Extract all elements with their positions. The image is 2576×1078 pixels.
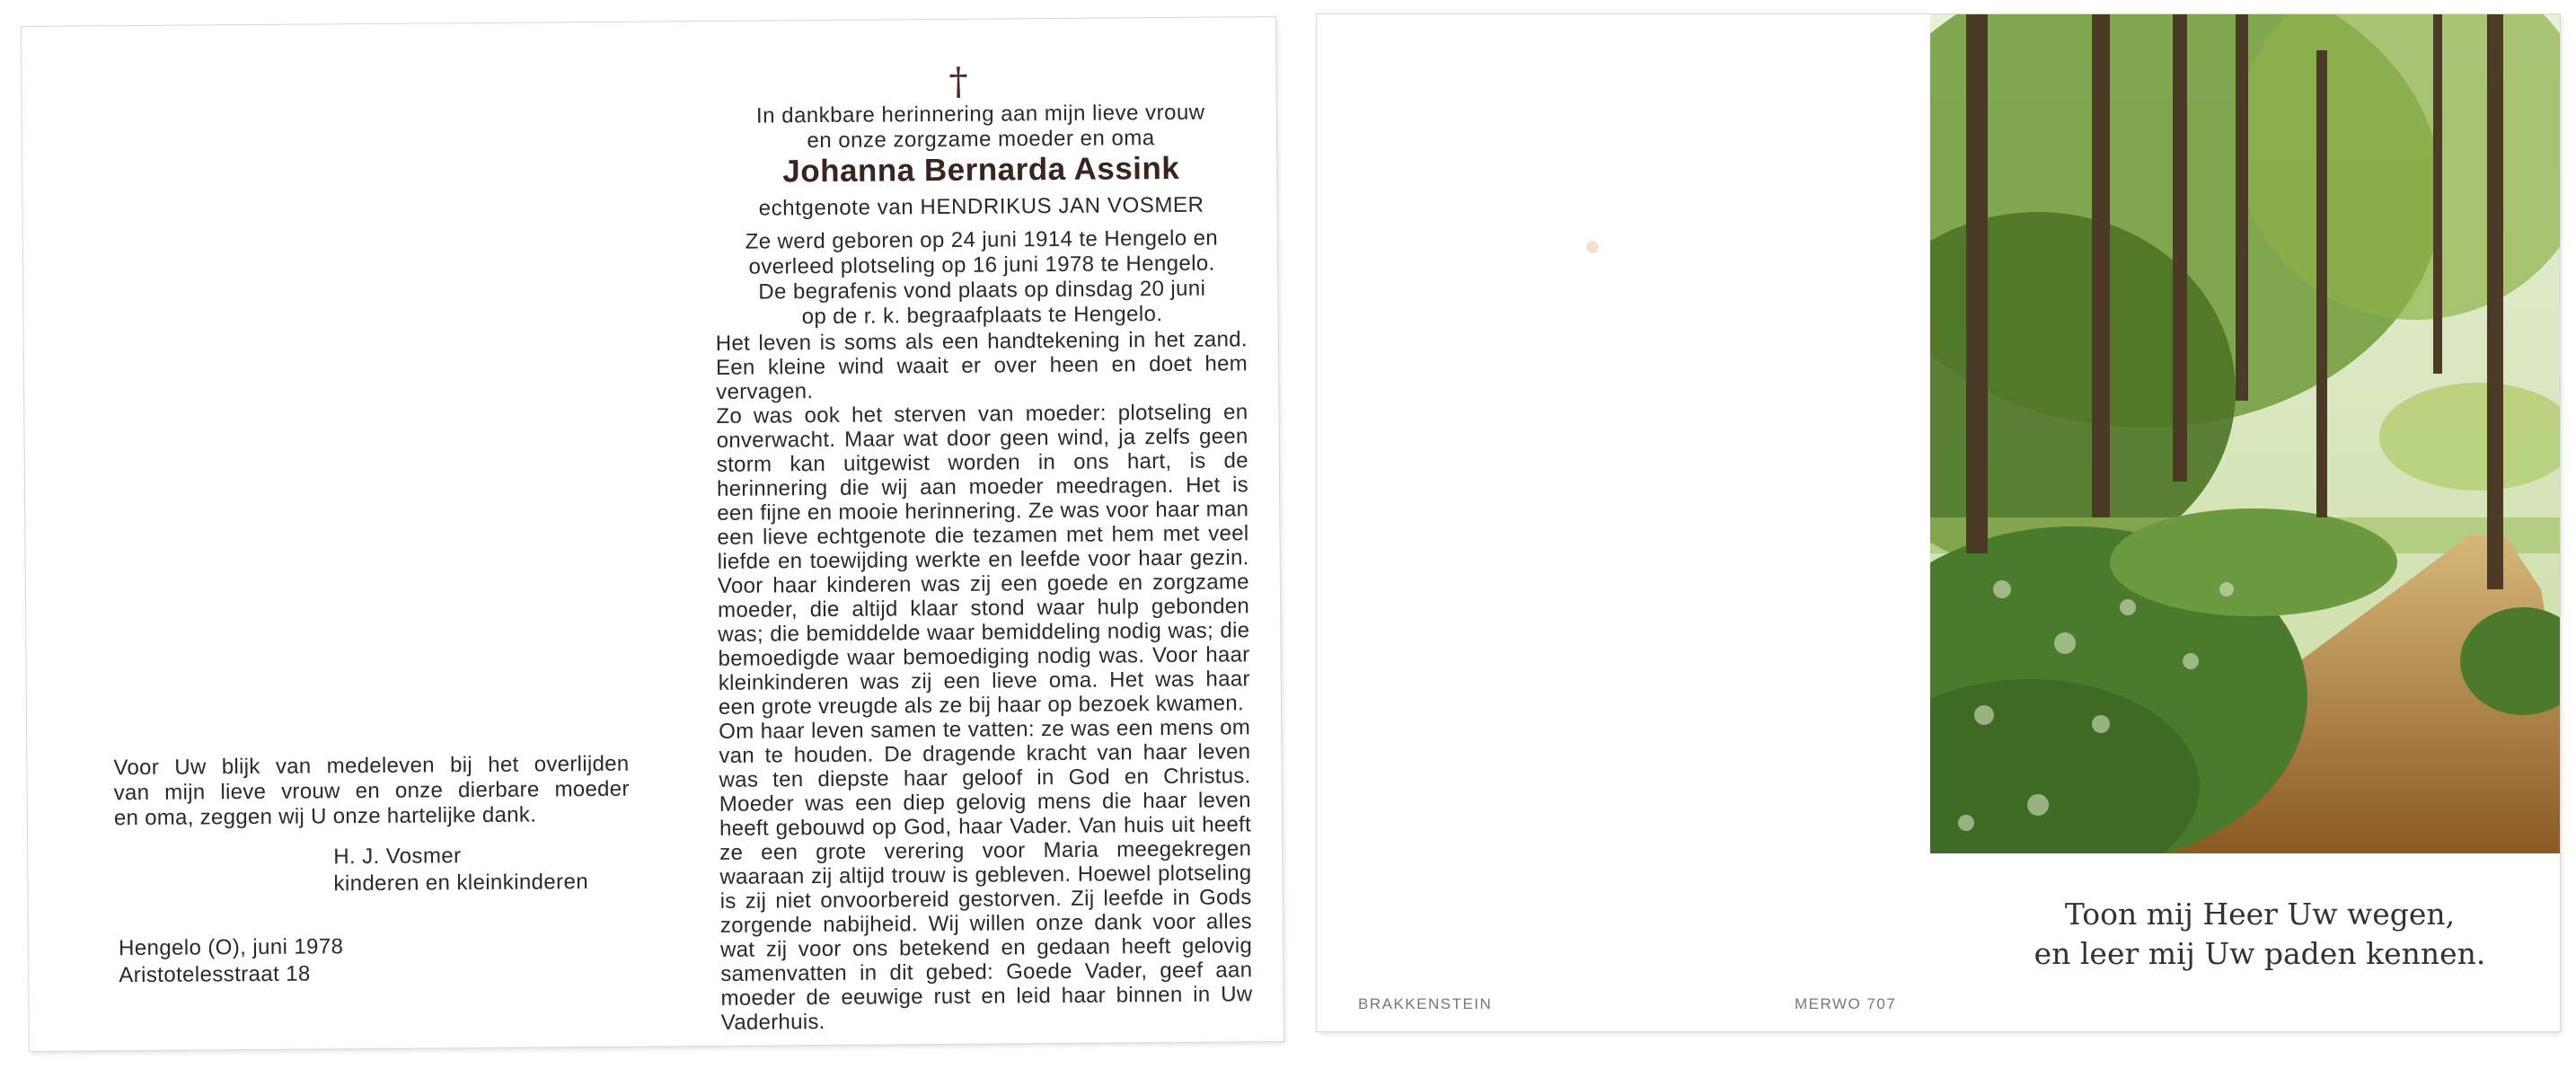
forest-path-photo — [1930, 14, 2560, 853]
publisher-label: BRAKKENSTEIN — [1358, 995, 1493, 1012]
signature-block — [333, 842, 588, 897]
deceased-name: Johanna Bernarda Assink — [782, 150, 1180, 190]
cross-icon: † — [948, 58, 968, 103]
birth-line: overleed plotseling op 16 juni 1978 te Hengelo. — [748, 251, 1215, 279]
memorial-paragraph: Om haar leven samen te vatten: ze was een mens om van te houden. De dragende kracht van haar leven was ten diepste haar geloof in God en Christus. Moeder was een diep gelovig mens die haar leven heeft gebouwd op God, haar Vader. Van huis uit heeft ze een grote verering voor Maria meegekregen waaraan zij altijd trouw is gebleven. Hoewel plotseling is zij niet onvoorbereid gestorven. Zij leefde in Gods zorgende nabijheid. Wij willen onze dank voor alles wat zij voor ons betekend en gedaan heeft gelovig samenvatten in dit gebed: Goede Vader, geef aan moeder de eeuwige rust en leid haar binnen in Uw Vaderhuis. — [719, 715, 1253, 1035]
birth-death-info — [717, 225, 1248, 331]
address-block — [119, 933, 344, 989]
intro-text — [716, 100, 1246, 155]
signer-family: kinderen en kleinkinderen — [333, 870, 589, 897]
spouse-line: echtgenote van HENDRIKUS JAN VOSMER — [758, 192, 1204, 221]
verse-line: Toon mij Heer Uw wegen, — [2064, 897, 2456, 932]
card-code: MERWO 707 — [1795, 995, 1897, 1012]
left-card — [22, 17, 1284, 1051]
street-address: Aristotelesstraat 18 — [119, 961, 311, 988]
thanks-line: Voor Uw blijk van medeleven bij het overlijden — [113, 751, 630, 781]
intro-line: en onze zorgzame moeder en oma — [807, 126, 1155, 154]
thanks-line: en oma, zeggen wij U onze hartelijke dank. — [113, 802, 537, 831]
signer-name: H. J. Vosmer — [333, 844, 462, 870]
right-card — [1317, 14, 2560, 1031]
birth-line: op de r. k. begraafplaats te Hengelo. — [801, 302, 1163, 330]
birth-line: De begrafenis vond plaats op dinsdag 20 juni — [758, 276, 1206, 305]
forest-path-illustration — [1930, 14, 2560, 853]
thanks-line: van mijn lieve vrouw en onze dierbare moeder — [113, 776, 630, 806]
scripture-verse — [1981, 895, 2538, 974]
thanks-text — [113, 752, 630, 832]
intro-line: In dankbare herinnering aan mijn lieve vrouw — [755, 100, 1205, 128]
place-date: Hengelo (O), juni 1978 — [118, 934, 344, 961]
memorial-text — [716, 327, 1253, 1035]
verse-line: en leer mij Uw paden kennen. — [2033, 936, 2486, 971]
memorial-paragraph: Zo was ook het sterven van moeder: plotseling en onverwacht. Maar wat door geen wind, ja zelfs geen storm kan uitgewist worden in ons hart, is de herinnering die wij aan moeder meedragen. Het is een fijne en mooie herinnering. Ze was voor haar man een lieve echtgenote die tezamen met hem met veel liefde en toewijding werkte en leefde voor haar gezin. Voor haar kinderen was zij een goede en zorgzame moeder, die altijd klaar stond waar hulp gebonden was; die bemiddelde waar bemiddeling nodig was; die bemoedigde waar bemoediging nodig was. Voor haar kleinkinderen was zij een lieve oma. Het was haar een grote vreugde als ze bij haar op bezoek kwamen. — [716, 400, 1250, 720]
birth-line: Ze werd geboren op 24 juni 1914 te Hengelo en — [745, 225, 1219, 254]
paper-speck — [1586, 241, 1599, 253]
memorial-paragraph: Het leven is soms als een handtekening in het zand. Een kleine wind waait er over heen en doet hem vervagen. — [715, 327, 1248, 404]
